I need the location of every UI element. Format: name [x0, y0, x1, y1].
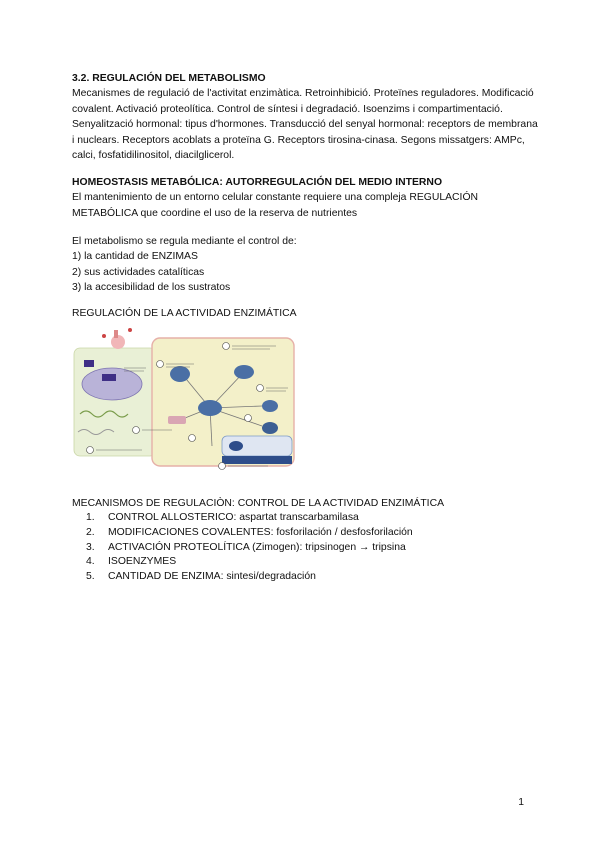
- list-item: 1) la cantidad de ENZIMAS: [72, 251, 198, 263]
- paragraph-line: El mantenimiento de un entorno celular constante requiere una compleja REGULACIÓN: [72, 192, 479, 204]
- section-metabolism: [72, 71, 540, 163]
- section-title: MECANISMOS DE REGULACIÒN: CONTROL DE LA ACTIVIDAD ENZIMÁTICA: [72, 498, 445, 509]
- list-item: 3) la accesibilidad de los sustratos: [72, 282, 231, 294]
- section-title: REGULACIÓN DE LA ACTIVIDAD ENZIMÁTICA: [72, 308, 297, 319]
- list-number: 5.: [86, 571, 95, 583]
- list-text: CONTROL ALLOSTERICO: aspartat transcarbamilasa: [108, 512, 359, 523]
- list-item: [86, 555, 526, 570]
- section-title: HOMEOSTASIS METABÓLICA: AUTORREGULACIÓN DEL MEDIO INTERNO: [72, 177, 443, 188]
- list-number: 4.: [86, 556, 95, 568]
- list-number: 2.: [86, 526, 95, 538]
- paragraph-intro: El metabolismo se regula mediante el control de:: [72, 236, 297, 247]
- list-text: ACTIVACIÓN PROTEOLÍTICA (Zimogen): tripsinogen → tripsina: [108, 541, 406, 553]
- list-item: [86, 511, 526, 526]
- list-number: 1.: [86, 512, 95, 523]
- section-body: Mecanismes de regulació de l'activitat enzimàtica. Retroinhibició. Proteïnes reguladores. Modificació covalent. Activació proteolítica. Control de síntesi i degradació. Isoenzims i compartimentació. Senyalització hormonal: tipus d'hormones. Transducció del senyal hormonal: receptors de membrana i nuclears. Receptors acoblats a proteïna G. Receptors tirosina-cinasa. Segons missatgers: AMPc, calci, fosfatidilinositol, diacilglicerol.: [72, 88, 538, 162]
- section-title: 3.2. REGULACIÓN DEL METABOLISMO: [72, 73, 266, 84]
- list-text: ISOENZYMES: [108, 556, 177, 568]
- list-text: MODIFICACIONES COVALENTES: fosforilación / desfosforilación: [108, 526, 413, 538]
- page-number: 1: [518, 797, 524, 808]
- enzyme-regulation-figure: [72, 322, 298, 470]
- section-control-list: [72, 234, 540, 296]
- section-enzymatic-regulation: [72, 306, 540, 321]
- section-homeostasis: [72, 175, 540, 221]
- paragraph-line: METABÓLICA que coordine el uso de la reserva de nutrientes: [72, 207, 358, 219]
- list-text: CANTIDAD DE ENZIMA: sintesi/degradación: [108, 571, 316, 583]
- list-item: [86, 541, 526, 556]
- list-item: [86, 526, 526, 541]
- list-item: 2) sus actividades catalíticas: [72, 266, 205, 278]
- section-regulation-mechanisms: [72, 496, 540, 511]
- list-item: [86, 570, 526, 585]
- mechanisms-list: [86, 511, 526, 585]
- list-number: 3.: [86, 541, 95, 553]
